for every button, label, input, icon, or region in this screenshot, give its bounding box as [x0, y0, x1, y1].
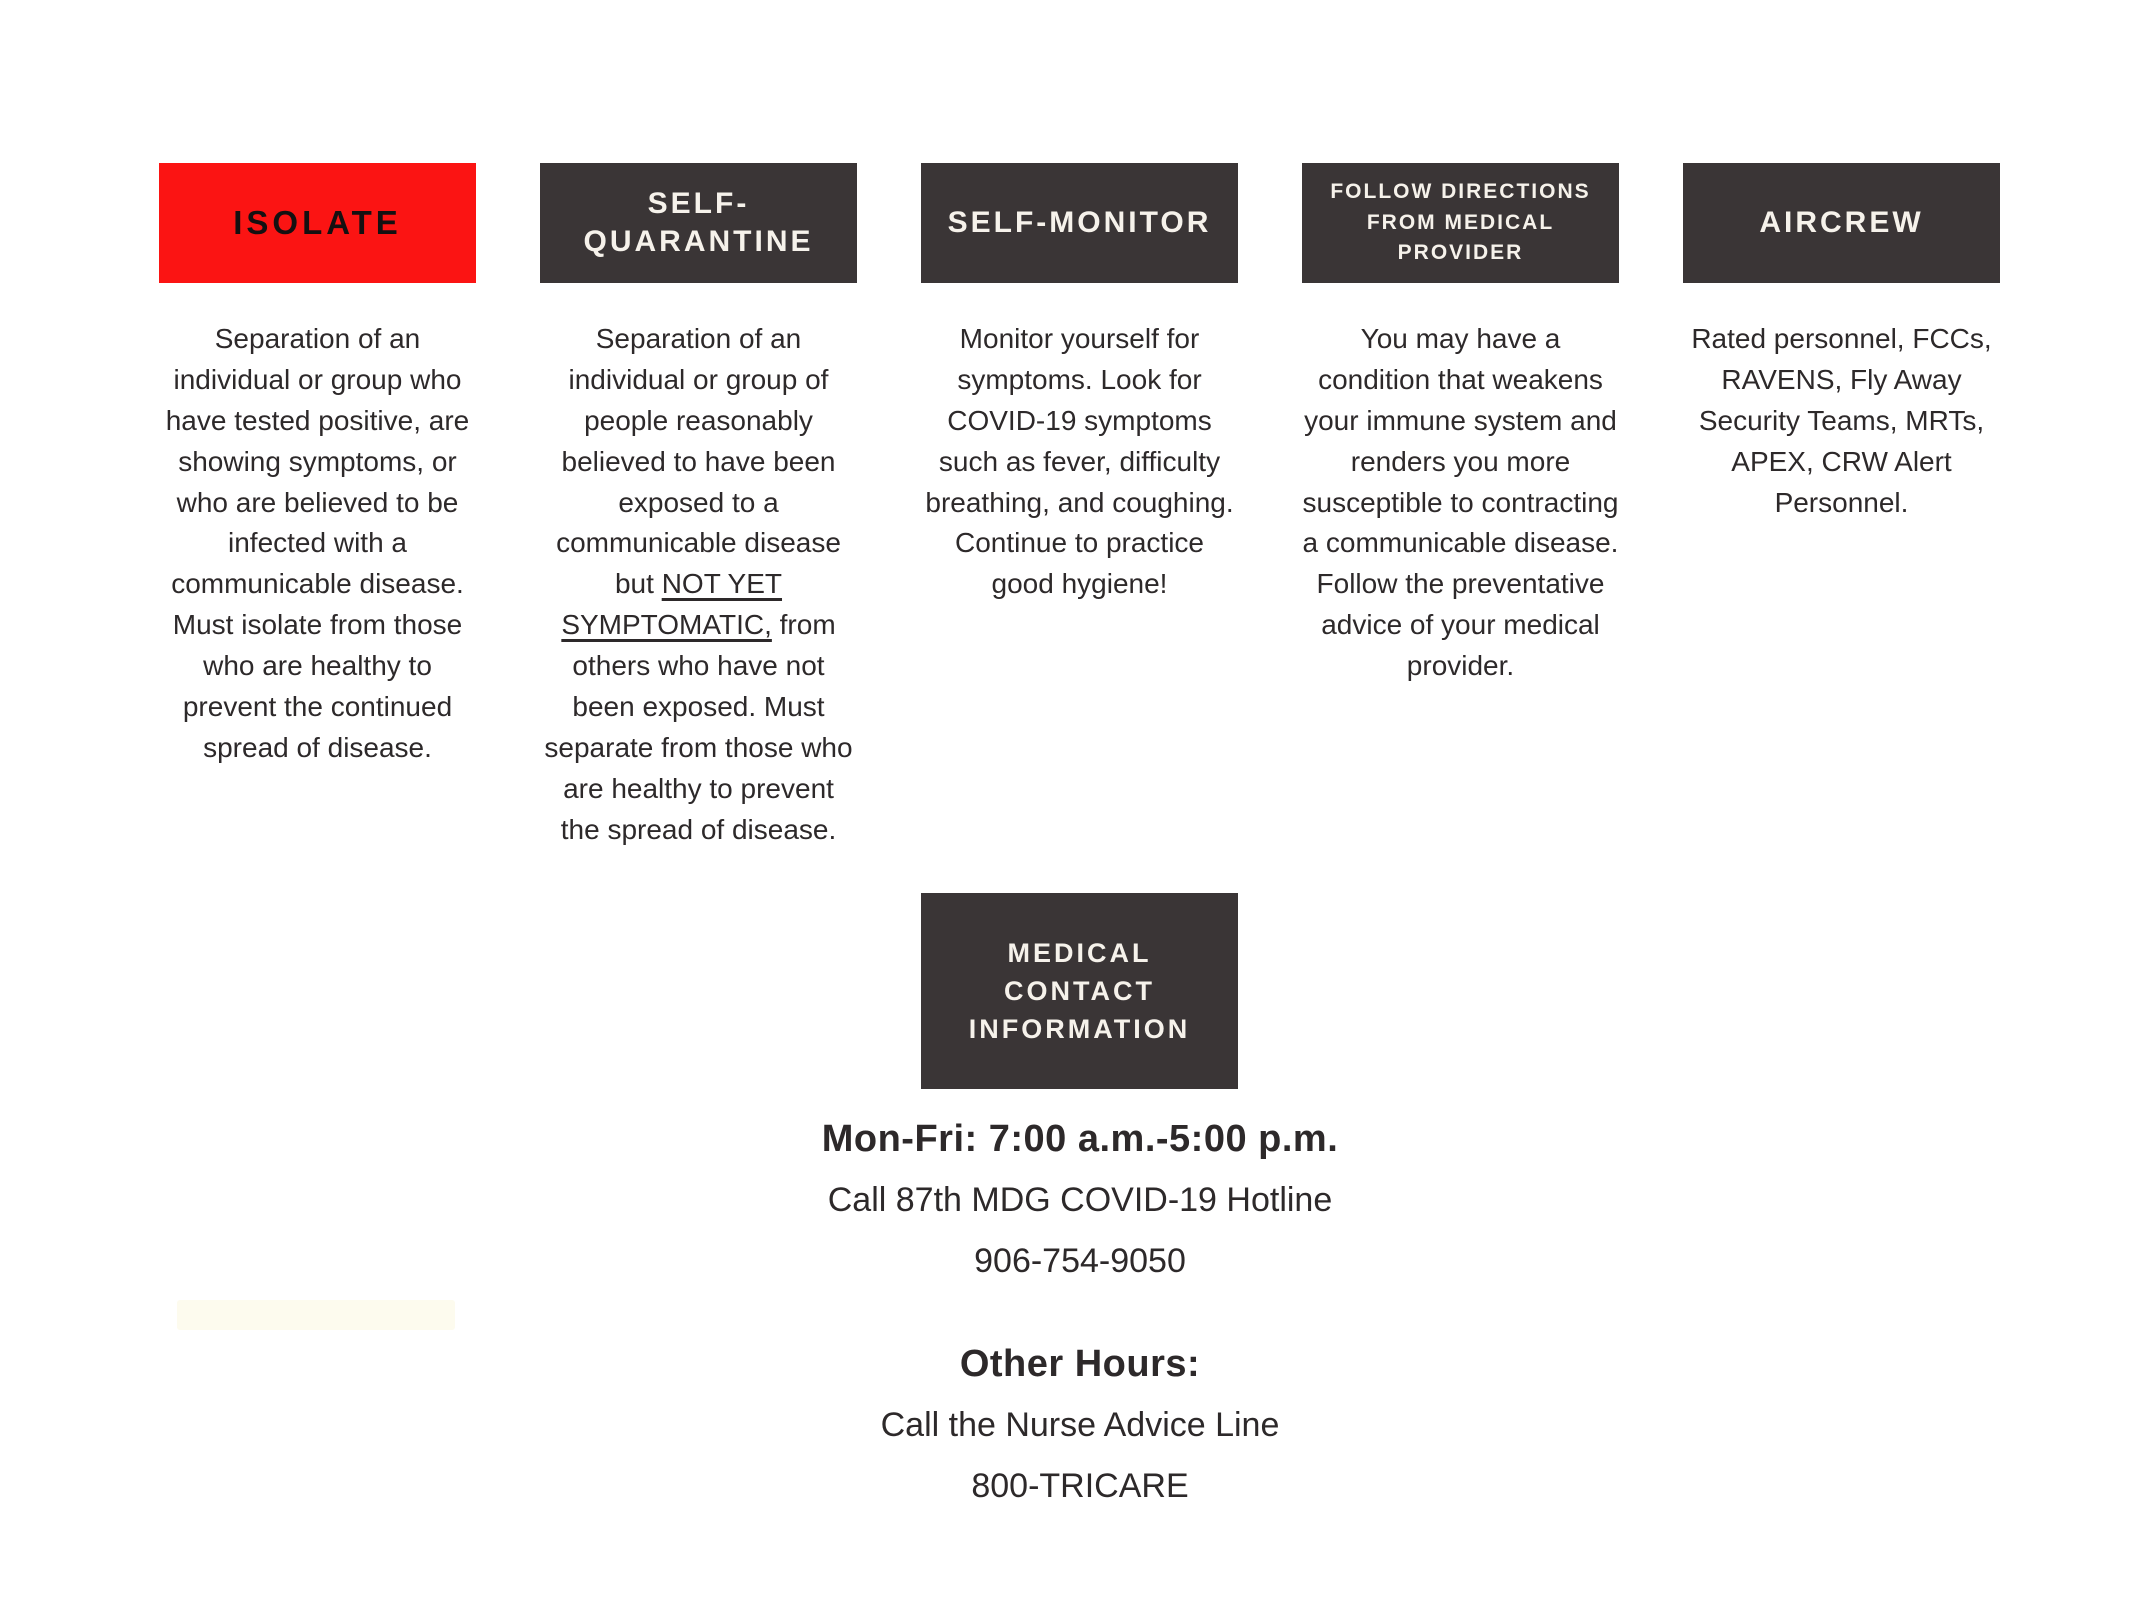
self-quarantine-text-after: from others who have not been exposed. Must separate from those who are healthy to prevent the spread of disease. [544, 609, 853, 845]
column-follow-directions [1302, 163, 1619, 850]
column-self-monitor [921, 163, 1238, 850]
isolate-description: Separation of an individual or group who have tested positive, are showing symptoms, or who are believed to be infected with a communicable disease. Must isolate from those who are healthy to prevent the continued spread of disease. [165, 323, 470, 763]
self-monitor-title-box [921, 163, 1238, 283]
self-monitor-description: Monitor yourself for symptoms. Look for COVID-19 symptoms such as fever, difficulty breathing, and coughing. Continue to practice good hygiene! [925, 323, 1234, 600]
aircrew-title: AIRCREW [1759, 205, 1924, 239]
self-quarantine-title: SELF-QUARANTINE [583, 186, 814, 258]
self-quarantine-description [540, 319, 857, 850]
aircrew-title-box [1683, 163, 2000, 283]
weekday-hours: Mon-Fri: 7:00 a.m.-5:00 p.m. [821, 1118, 1339, 1160]
isolate-title-box [159, 163, 476, 283]
self-quarantine-text-before: Separation of an individual or group of people reasonably believed to have been exposed to a communicable disease but [556, 323, 841, 600]
weekday-instruction: Call 87th MDG COVID-19 Hotline [827, 1181, 1333, 1219]
follow-directions-title: FOLLOW DIRECTIONS FROM MEDICAL PROVIDER [1330, 180, 1591, 265]
self-monitor-title: SELF-MONITOR [947, 205, 1212, 239]
other-hours-phone-number: 800-TRICARE [971, 1467, 1189, 1505]
aircrew-description: Rated personnel, FCCs, RAVENS, Fly Away Security Teams, MRTs, APEX, CRW Alert Personnel. [1691, 323, 1992, 518]
medical-contact-box [921, 893, 1238, 1089]
column-isolate [159, 163, 476, 850]
medical-contact-title: MEDICAL CONTACT INFORMATION [968, 937, 1191, 1045]
self-quarantine-underlined-text: NOT YET SYMPTOMATIC, [561, 568, 783, 641]
follow-directions-description: You may have a condition that weakens your immune system and renders you more susceptible to contracting a communicable disease. Follow the preventative advice of your medical provider. [1302, 323, 1619, 681]
follow-directions-title-box [1302, 163, 1619, 283]
other-hours-label: Other Hours: [959, 1343, 1201, 1385]
weekday-phone-number: 906-754-9050 [974, 1242, 1186, 1280]
column-self-quarantine [540, 163, 857, 850]
self-quarantine-title-box [540, 163, 857, 283]
other-hours-instruction: Call the Nurse Advice Line [880, 1406, 1280, 1444]
other-hours-contact-block [13, 1343, 2134, 1528]
weekday-contact-block [13, 1118, 2134, 1303]
faint-watermark [177, 1300, 455, 1330]
guidance-columns [159, 163, 2000, 850]
column-aircrew [1683, 163, 2000, 850]
isolate-title: ISOLATE [233, 203, 402, 241]
